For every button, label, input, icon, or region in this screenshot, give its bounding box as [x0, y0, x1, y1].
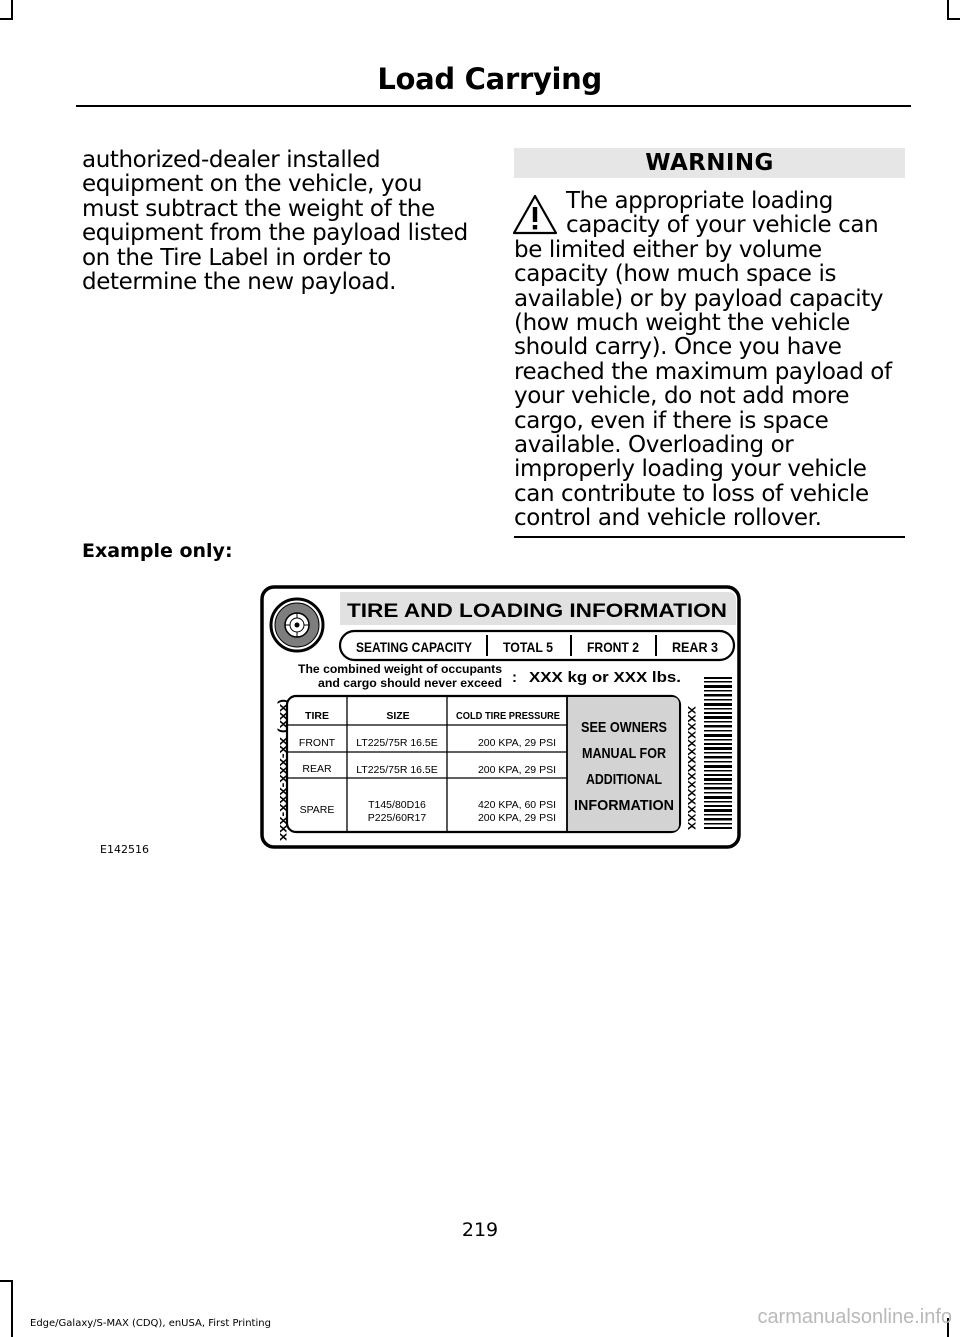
warning-text: The appropriate loading capacity of your vehicle can be limited either by volume capacity (how much space is available) or by payload capacity (how much weight the vehicle should carry). Once you have reached the maximum payload of your vehicle, do not add more cargo, even if there is space available. Overloading or improperly loading your vehicle can contribute to loss of vehicle control and vehicle rollover. — [514, 188, 892, 532]
see-owners-line4: INFORMATION — [574, 797, 674, 814]
image-id: E142516 — [100, 843, 149, 856]
see-owners-line1: SEE OWNERS — [581, 719, 667, 736]
watermark: carmanualsonline.info — [757, 1306, 952, 1328]
row-pressure-2: 200 KPA, 29 PSI — [477, 812, 556, 824]
row-pressure: 200 KPA, 29 PSI — [477, 737, 556, 749]
seating-front: FRONT 2 — [587, 639, 640, 655]
col-header-pressure: COLD TIRE PRESSURE — [456, 710, 560, 722]
weight-colon: : — [512, 669, 517, 686]
tire-loading-label — [260, 585, 741, 849]
page-number: 219 — [461, 1219, 499, 1241]
row-tire: REAR — [302, 763, 332, 775]
tire-icon — [271, 599, 323, 651]
see-owners-line2: MANUAL FOR — [582, 745, 667, 762]
label-title: TIRE AND LOADING INFORMATION — [347, 600, 727, 622]
weight-value: XXX kg or XXX lbs. — [529, 669, 681, 686]
weight-note-line1: The combined weight of occupants — [298, 664, 502, 676]
footer-text: Edge/Galaxy/S-MAX (CDQ), enUSA, First Printing — [30, 1318, 271, 1329]
row-pressure: 200 KPA, 29 PSI — [477, 764, 556, 776]
seating-rear: REAR 3 — [672, 639, 719, 655]
body-paragraph: authorized-dealer installed equipment on the vehicle, you must subtract the weight of the equipment from the payload listed on the Tire Label in order to determine the new payload. — [82, 147, 468, 296]
crop-mark — [0, 1280, 13, 1282]
barcode-number: XXXXXXXXXXXXXXX — [685, 706, 697, 817]
page-title: Load Carrying — [377, 62, 602, 96]
see-owners-line3: ADDITIONAL — [586, 771, 662, 788]
crop-mark — [11, 1280, 13, 1337]
row-size-2: P225/60R17 — [367, 812, 427, 824]
row-size: T145/80D16 — [368, 799, 426, 811]
example-caption: Example only: — [82, 540, 233, 562]
header-divider — [76, 105, 911, 107]
row-size: LT225/75R 16.5E — [356, 764, 438, 776]
warning-heading: WARNING — [514, 148, 905, 178]
row-pressure: 420 KPA, 60 PSI — [477, 799, 556, 811]
barcode-icon — [704, 677, 732, 829]
crop-mark — [947, 18, 960, 20]
row-tire: FRONT — [298, 737, 336, 749]
crop-mark — [11, 0, 13, 20]
seating-total: TOTAL 5 — [503, 639, 554, 655]
col-header-size: SIZE — [386, 710, 410, 722]
crop-mark — [947, 0, 949, 20]
crop-mark — [0, 18, 13, 20]
col-header-tire: TIRE — [305, 710, 329, 722]
warning-triangle-icon — [510, 191, 560, 237]
row-tire: SPARE — [299, 804, 335, 816]
side-part-code: (xxx) xx-xxx-xxx-xxx — [277, 699, 289, 811]
weight-note-line2: and cargo should never exceed — [318, 678, 502, 690]
warning-box — [514, 189, 907, 531]
seating-capacity-label: SEATING CAPACITY — [356, 639, 473, 655]
warning-bottom-rule — [514, 536, 905, 538]
row-size: LT225/75R 16.5E — [356, 737, 438, 749]
